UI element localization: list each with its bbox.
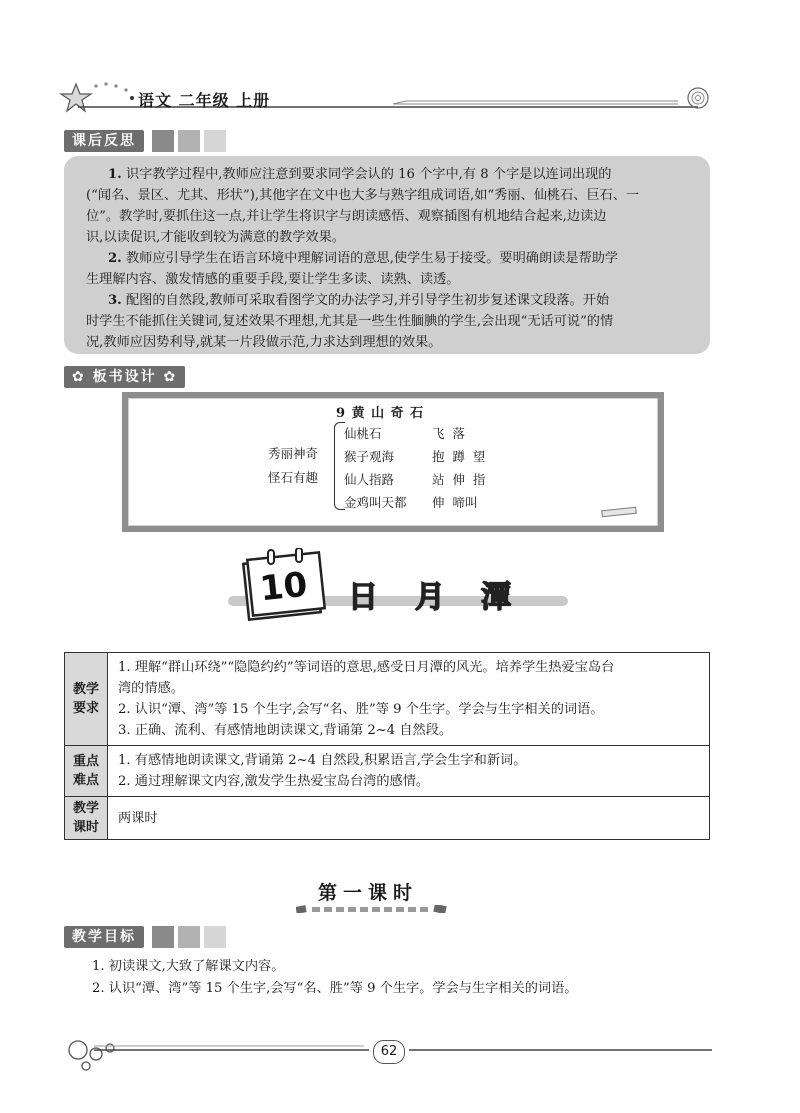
row-label: 重点 难点	[65, 746, 108, 797]
content-line: 1. 理解“群山环绕”“隐隐约约”等词语的意思,感受日月潭的风光。培养学生热爱宝岛台	[118, 660, 615, 675]
tag-square	[152, 130, 174, 152]
tag-square	[178, 130, 200, 152]
row-content	[108, 746, 710, 797]
table-row	[65, 746, 710, 797]
content-line: 1. 有感情地朗读课文,背诵第 2~4 自然段,积累语言,学会生字和新词。	[118, 753, 527, 768]
lesson-number: 10	[258, 564, 310, 610]
paragraph-line: 况,教师应因势利导,就某一片段做示范,力求达到理想的效果。	[86, 335, 442, 350]
board-stone: 仙桃石	[344, 426, 382, 441]
board-left-line: 怪石有趣	[268, 470, 319, 485]
objectives-table	[64, 652, 710, 840]
goals-tag: 教学目标	[64, 926, 144, 948]
goal-item: 1. 初读课文,大致了解课文内容。	[92, 959, 285, 974]
paragraph-line: 时学生不能抓住关键词,复述效果不理想,尤其是一些生性腼腆的学生,会出现“无话可说”的情	[86, 314, 614, 329]
row-content	[108, 797, 710, 840]
paragraph-number: 3.	[108, 293, 122, 308]
lesson-title-char: 月	[415, 580, 445, 615]
paragraph-line: 教师应引导学生在语言环境中理解词语的意思,使学生易于接受。要明确朗读是帮助学	[125, 251, 619, 266]
content-line: 2. 通过理解课文内容,激发学生热爱宝岛台湾的感情。	[118, 774, 430, 789]
table-row	[65, 797, 710, 840]
paragraph-line: 生理解内容、激发情感的重要手段,要让学生多读、读熟、读透。	[86, 272, 460, 287]
content-line: 2. 认识“潭、湾”等 15 个生字,会写“名、胜”等 9 个生字。学会与生字相关的词语。	[118, 702, 604, 717]
tag-square	[204, 130, 226, 152]
reflection-paragraph	[86, 164, 696, 248]
tag-square	[178, 926, 200, 948]
content-line: 两课时	[118, 810, 158, 826]
paragraph-line: 位”。教学时,要抓住这一点,并让学生将识字与朗读感悟、观察插图有机地结合起来,边读边	[86, 209, 607, 224]
board-stone: 仙人指路	[344, 472, 395, 487]
paragraph-line: 配图的自然段,教师可采取看图学文的办法学习,并引导学生初步复述课文段落。开始	[125, 293, 610, 308]
tag-square	[152, 926, 174, 948]
paragraph-number: 2.	[108, 251, 122, 266]
board-left-line: 秀丽神奇	[268, 446, 319, 461]
lesson-title-char: 潭	[481, 580, 511, 615]
board-action: 伸 啼叫	[432, 495, 478, 510]
chalk-icon	[600, 506, 640, 520]
reflection-tag-group	[64, 130, 226, 152]
reflection-paragraph	[86, 248, 696, 290]
board-stone: 猴子观海	[344, 449, 395, 464]
row-label: 教学 课时	[65, 797, 108, 840]
content-line: 3. 正确、流利、有感情地朗读课文,背诵第 2~4 自然段。	[118, 723, 453, 738]
board-action: 飞 落	[432, 426, 465, 441]
tag-square	[204, 926, 226, 948]
paragraph-line: 识,以读促识,才能收到较为满意的教学效果。	[86, 230, 345, 245]
board-title: 9 黄 山 奇 石	[336, 406, 425, 421]
goals-tag-group	[64, 926, 226, 948]
paragraph-line: 识字教学过程中,教师应注意到要求同学会认的 16 个字中,有 8 个字是以连词出现的	[125, 167, 612, 182]
row-label: 教学 要求	[65, 653, 108, 746]
reflection-text	[86, 164, 696, 353]
board-stone: 金鸡叫天都	[344, 495, 407, 510]
board-tag: ✿ 板书设计 ✿	[64, 366, 185, 388]
lesson-title-char: 日	[348, 580, 378, 615]
table-row	[65, 653, 710, 746]
reflection-paragraph	[86, 290, 696, 353]
row-content	[108, 653, 710, 746]
content-line: 湾的情感。	[118, 681, 184, 696]
period-title-dashes	[296, 905, 456, 913]
board-action: 站 伸 指	[432, 472, 486, 487]
header-title: 语文 二年级 上册	[138, 91, 271, 110]
page-number: 62	[373, 1040, 405, 1064]
paragraph-line: (“闻名、景区、尤其、形状”),其他字在文中也大多与熟字组成词语,如“秀丽、仙桃石、巨石、一	[86, 188, 640, 203]
period-title: 第一课时	[318, 882, 419, 904]
board-action: 抱 蹲 望	[432, 449, 486, 464]
reflection-box	[64, 156, 710, 354]
goal-item: 2. 认识“潭、湾”等 15 个生字,会写“名、胜”等 9 个生字。学会与生字相关的词语。	[92, 981, 578, 996]
swirl-icon	[688, 88, 708, 108]
reflection-tag: 课后反思	[64, 130, 144, 152]
paragraph-number: 1.	[108, 167, 122, 182]
